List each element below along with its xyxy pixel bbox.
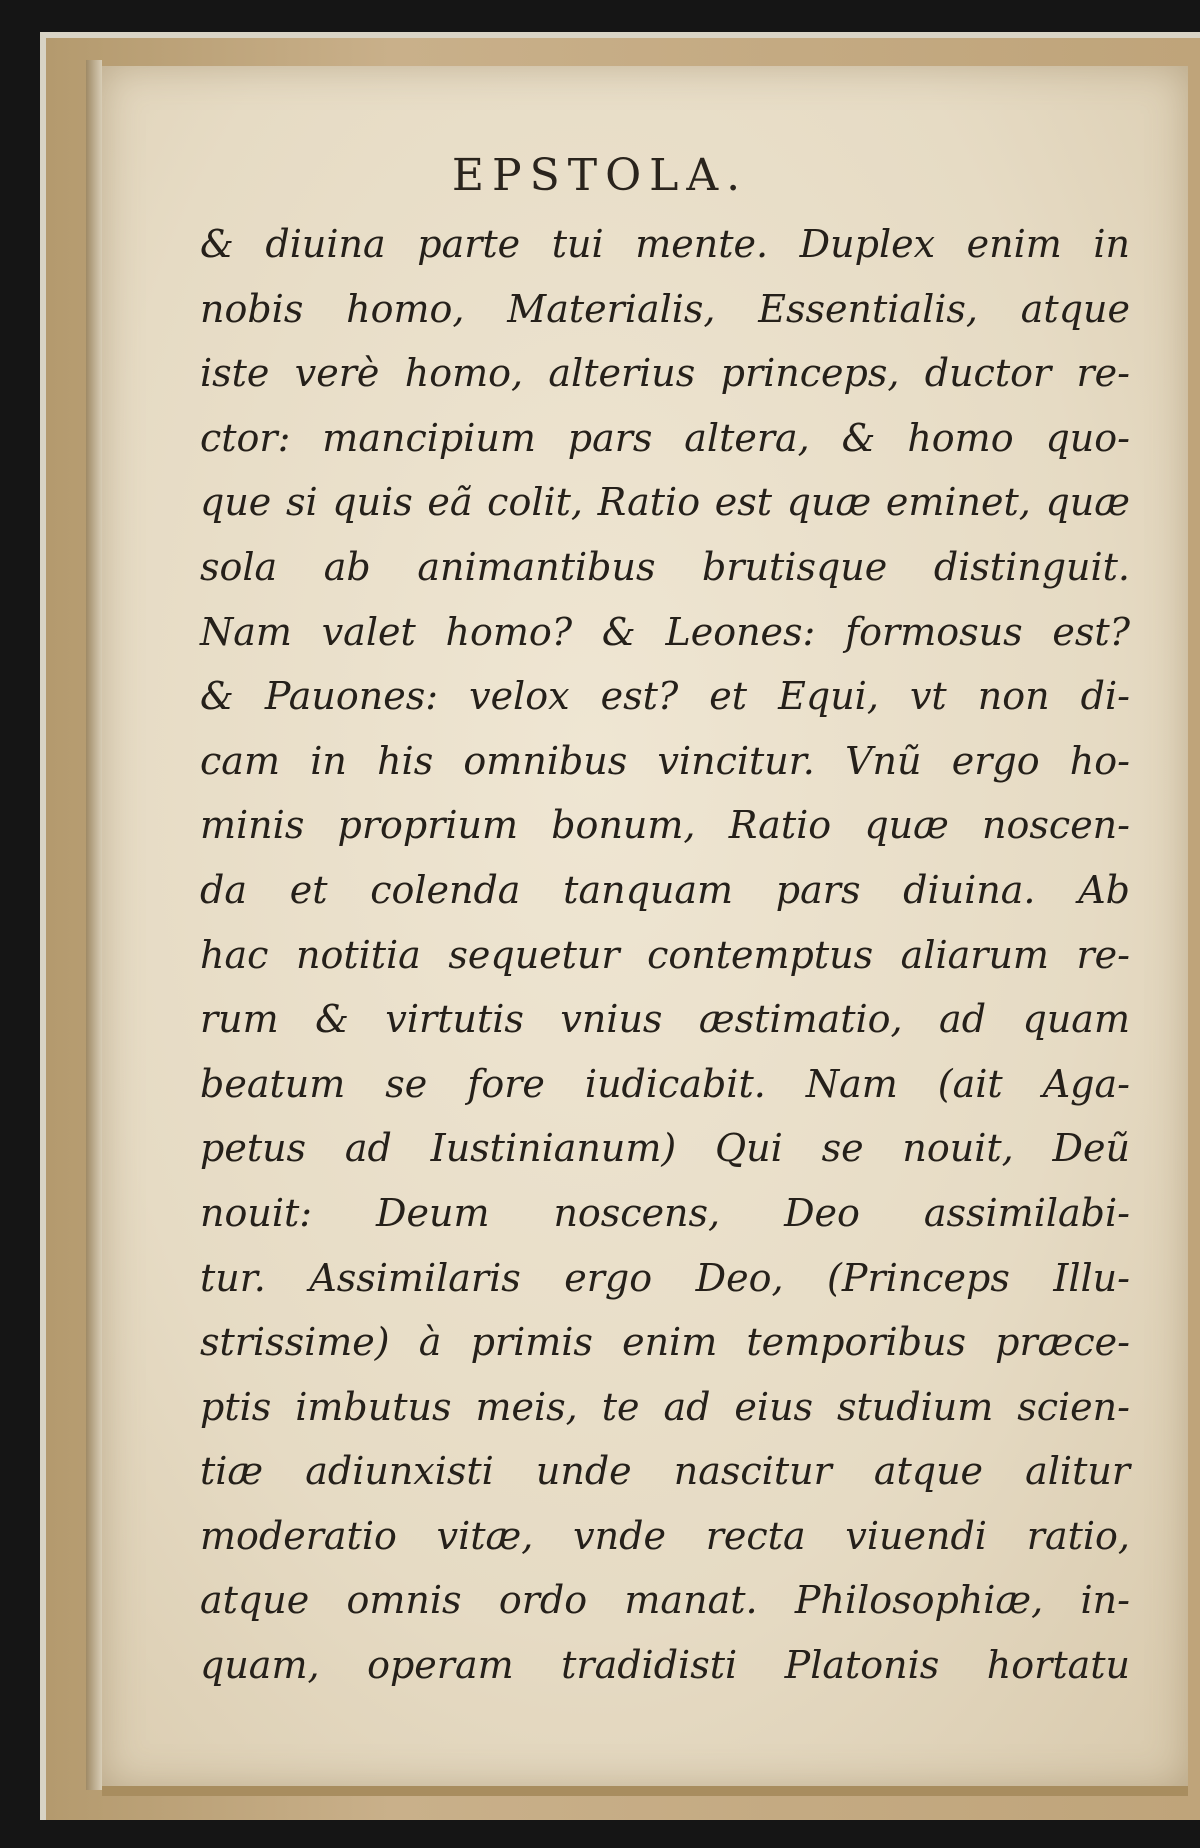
text-line: cam in his omnibus vincitur. Vnũ ergo ho- — [200, 738, 1130, 783]
text-line: rum & virtutis vnius æstimatio, ad quam — [200, 997, 1130, 1042]
text-line: atque omnis ordo manat. Philosophiæ, in- — [200, 1578, 1130, 1623]
text-line: & diuina parte tui mente. Duplex enim in — [200, 222, 1130, 266]
text-line: moderatio vitæ, vnde recta viuendi ratio, — [200, 1513, 1130, 1558]
text-line: iste verè homo, alterius princeps, ductor re- — [200, 351, 1130, 396]
page-edge — [86, 60, 102, 1790]
text-line: que si quis eã colit, Ratio est quæ eminet, quæ — [200, 480, 1130, 525]
text-line: ptis imbutus meis, te ad eius studium scien- — [200, 1384, 1130, 1429]
text-line: tiæ adiunxisti unde nascitur atque alitur — [200, 1449, 1130, 1494]
text-line: da et colenda tanquam pars diuina. Ab — [200, 867, 1130, 912]
page-text — [200, 212, 1130, 1698]
text-line: minis proprium bonum, Ratio quæ noscen- — [200, 803, 1130, 848]
running-head: EPSTOLA. — [451, 150, 749, 201]
text-line: nobis homo, Materialis, Essentialis, atque — [200, 286, 1130, 331]
text-line: beatum se fore iudicabit. Nam (ait Aga- — [200, 1061, 1130, 1106]
text-line: ctor: mancipium pars altera, & homo quo- — [200, 415, 1130, 460]
text-line: Nam valet homo? & Leones: formosus est? — [200, 609, 1130, 654]
text-line: nouit: Deum noscens, Deo assimilabi- — [200, 1190, 1130, 1235]
text-line: hac notitia sequetur contemptus aliarum re- — [200, 932, 1130, 977]
text-line: sola ab animantibus brutisque distinguit. — [200, 544, 1130, 589]
text-line: strissime) à primis enim temporibus præce- — [200, 1320, 1130, 1365]
text-line: tur. Assimilaris ergo Deo, (Princeps Illu- — [200, 1255, 1130, 1300]
text-line: petus ad Iustinianum) Qui se nouit, Deũ — [200, 1126, 1130, 1171]
text-line: & Pauones: velox est? et Equi, vt non di- — [200, 674, 1130, 719]
text-line: quam, operam tradidisti Platonis hortatu — [200, 1643, 1130, 1688]
page-bottom-edge — [102, 1786, 1188, 1796]
